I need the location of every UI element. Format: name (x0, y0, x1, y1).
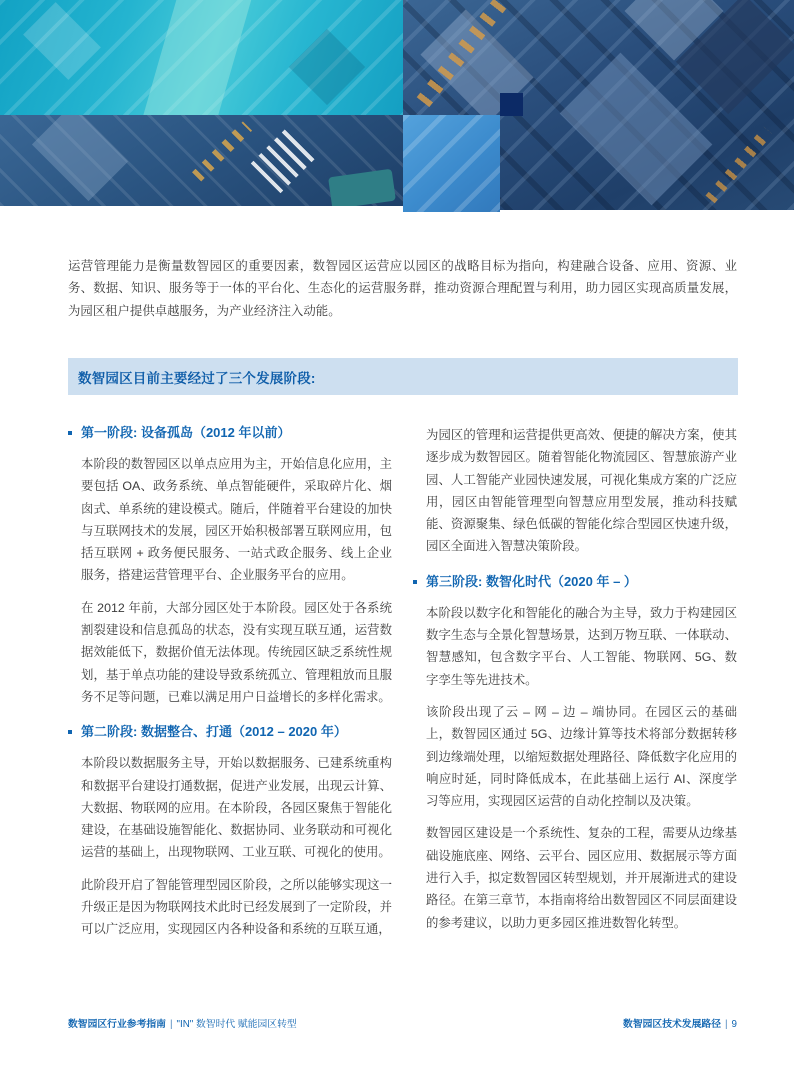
hero-road-shape (130, 0, 257, 115)
section-title: 数智园区目前主要经过了三个发展阶段: (78, 370, 316, 386)
stage1-paragraph-1: 本阶段的数智园区以单点应用为主，开始信息化应用，主要包括 OA、政务系统、单点智能硬件，采取碎片化、烟囱式、单系统的建设模式。随后，伴随着平台建设的加快与互联网技术的发展，园区开始积极部署互联网应用，包括互联网 + 政务便民服务、一站式政企服务、线上企业服务，搭建运营管理平台、企业服务平台的应用。 (81, 457, 392, 583)
stage2-paragraph-1: 本阶段以数据服务主导，开始以数据服务、已建系统重构和数据平台建设打通数据，促进产业发展，出现云计算、大数据、物联网的应用。在本阶段，各园区聚焦于智能化建设，在基础设施智能化、数据协同、业务联动和可视化运营的基础上，出现物联网、工业互联、可视化的使用。 (81, 756, 392, 860)
footer-separator: | (725, 1019, 728, 1030)
hero-image (0, 0, 794, 214)
footer-guide-title: 数智园区行业参考指南 (68, 1019, 166, 1030)
stage1-paragraph-2: 在 2012 年前，大部分园区处于本阶段。园区处于各系统割裂建设和信息孤岛的状态，没有实现互联互通，运营数据效能低下，数据价值无法体现。传统园区缺乏系统性规划，基于单点功能的建设导致系统孤立、管理粗放而且服务不足等问题，已难以满足用户日益增长的多样化需求。 (81, 600, 392, 704)
hero-street-lights (705, 127, 772, 204)
stage3-paragraph-3: 数智园区建设是一个系统性、复杂的工程，需要从边缘基础设施底座、网络、云平台、园区应用、数据展示等方面进行入手，拟定数智园区转型规划，并开展渐进式的建设路径。在第三章节，本指南将给出数智园区不同层面建设的参考建议，以助力更多园区推进数智化转型。 (426, 826, 737, 930)
intro-paragraph: 运营管理能力是衡量数智园区的重要因素，数智园区运营应以园区的战略目标为指向，构建融合设备、应用、资源、业务、数据、知识、服务等于一体的平台化、生态化的运营服务群，推动资源合理配置与利用，助力园区实现高质量发展，为园区租户提供卓越服务，为产业经济注入动能。 (68, 259, 737, 318)
left-column (68, 424, 392, 951)
stage1-heading-text: 第一阶段: 设备孤岛（2012 年以前） (81, 425, 291, 440)
hero-blue-square (403, 115, 500, 212)
bullet-square-icon (68, 431, 72, 435)
stage2-continuation-paragraph: 为园区的管理和运营提供更高效、便捷的解决方案，使其逐步成为数智园区。随着智能化物流园区、智慧旅游产业园、人工智能产业园快速发展，可视化集成方案的广泛应用，园区由智能管理型向智慧应用型发展，推动科技赋能、资源聚集、绿色低碳的智能化综合型园区快速升级，园区全面进入智慧决策阶段。 (426, 428, 737, 554)
footer-guide-subtitle: "IN" 数智时代 赋能园区转型 (176, 1019, 297, 1030)
hero-photo-bottom-left (0, 115, 403, 206)
stage2-heading-text: 第二阶段: 数据整合、打通（2012 – 2020 年） (81, 724, 347, 740)
stage3-paragraph-2: 该阶段出现了云 – 网 – 边 – 端协同。在园区云的基础上，数智园区通过 5G、边缘计算等技术将部分数据转移到边缘端处理，以缩短数据处理路径、降低数字化应用的响应时延，同时降低成本，在此基础上运行 AI、深度学习等应用，实现园区运营的自动化控制以及决策。 (426, 704, 737, 809)
footer-separator: | (169, 1019, 173, 1030)
stage1-heading (81, 424, 392, 442)
footer-chapter-title: 数智园区技术发展路径 (623, 1019, 721, 1030)
stage3-heading (426, 573, 737, 591)
page-number: 9 (731, 1019, 737, 1030)
footer-left (68, 1016, 297, 1030)
hero-navy-square (500, 93, 523, 116)
hero-photo-cyan-overlay (0, 0, 403, 115)
stage2-paragraph-2: 此阶段开启了智能管理型园区阶段，之所以能够实现这一升级正是因为物联网技术此时已经发展到了一定阶段，并可以广泛应用，实现园区内各种设备和系统的互联互通， (81, 877, 392, 937)
section-title-bar (68, 358, 738, 395)
two-column-body (68, 424, 737, 951)
hero-building-shape (23, 2, 101, 80)
hero-building-shape (289, 29, 365, 105)
footer-right (623, 1016, 737, 1030)
bullet-square-icon (413, 580, 417, 584)
hero-pool-shape (328, 169, 396, 206)
bullet-square-icon (68, 730, 72, 734)
right-column (413, 424, 737, 951)
page-footer (68, 1016, 737, 1030)
stage3-paragraph-1: 本阶段以数字化和智能化的融合为主导，致力于构建园区数字生态与全景化智慧场景，达到万物互联、一体联动、智慧感知，包含数字平台、人工智能、物联网、5G、数字孪生等先进技术。 (426, 605, 737, 687)
hero-cars-shape (192, 121, 252, 181)
stage3-heading-text: 第三阶段: 数智化时代（2020 年 – ） (426, 573, 637, 589)
hero-building-shape (32, 115, 128, 201)
stage2-heading (81, 723, 392, 741)
hero-crosswalk-shape (251, 127, 317, 193)
